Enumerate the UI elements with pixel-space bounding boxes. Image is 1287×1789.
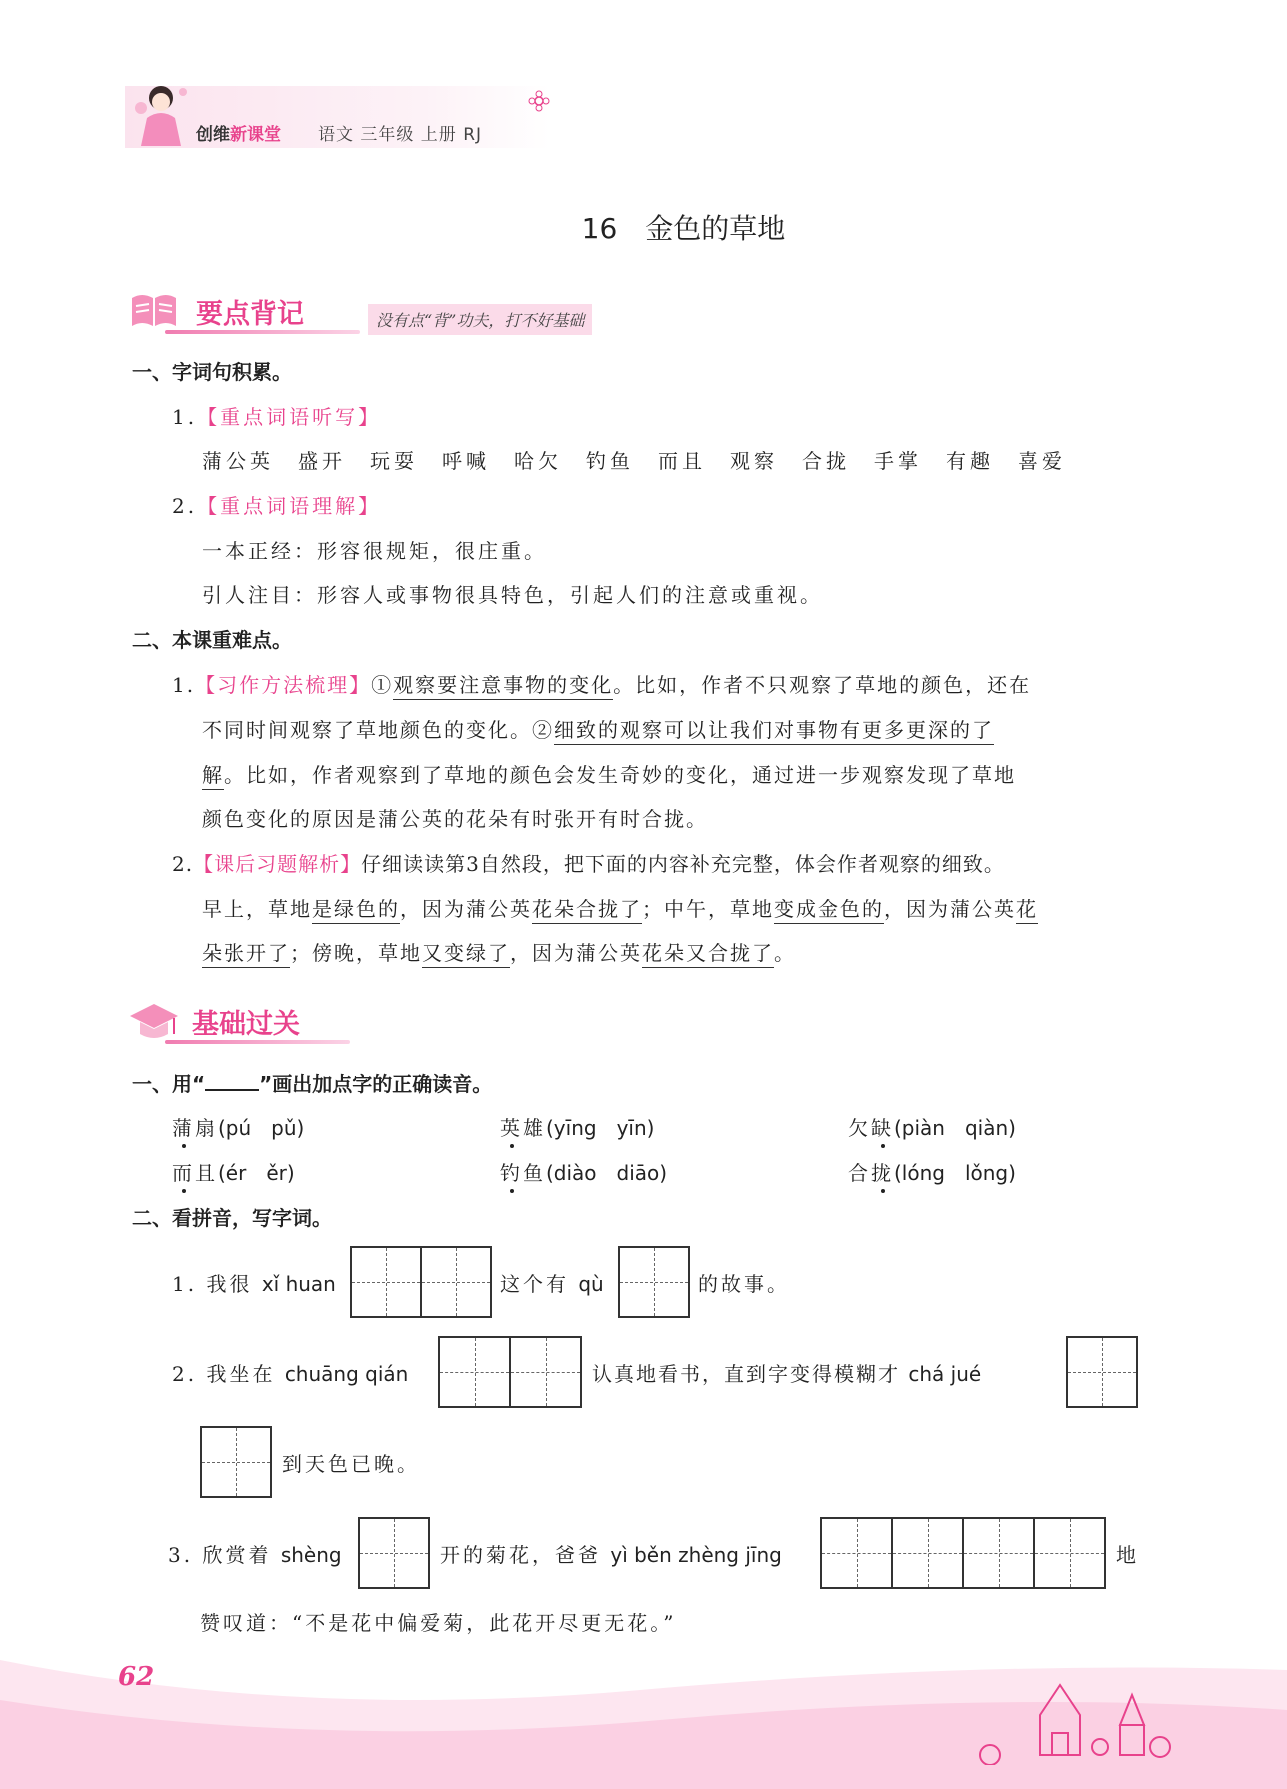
item-1-heading: 1.【重点词语听写】 — [172, 405, 382, 429]
exercise-line-2: 早上，草地是绿色的，因为蒲公英花朵合拢了；中午，草地变成金色的，因为蒲公英花 — [202, 893, 1038, 922]
sentence-1-end: 的故事。 — [698, 1272, 790, 1296]
section-slogan: 没有点“背”功夫，打不好基础 — [368, 304, 592, 335]
method-line-4: 颜色变化的原因是蒲公英的花朵有时张开有时合拢。 — [202, 807, 708, 831]
write-box-chuangqian[interactable] — [438, 1336, 582, 1408]
write-box-chajue-2[interactable] — [200, 1426, 272, 1498]
sentence-1-start: 1. 我很 xǐ huan — [172, 1272, 336, 1296]
sentence-2-end: 到天色已晚。 — [282, 1452, 420, 1476]
part1-heading: 一、字词句积累。 — [132, 360, 292, 384]
exercise-line-3: 朵张开了；傍晚，草地又变绿了，因为蒲公英花朵又合拢了。 — [202, 937, 796, 966]
sentence-3-start: 3. 欣赏着 shèng — [168, 1543, 342, 1567]
exercise-line-1: 2.【课后习题解析】仔细读读第3自然段，把下面的内容补充完整，体会作者观察的细致。 — [172, 852, 1005, 876]
definition-1: 一本正经：形容很规矩，很庄重。 — [202, 539, 547, 563]
brand-name: 创维新课堂 — [196, 125, 281, 145]
write-box-yibenzhengjing[interactable] — [820, 1517, 1106, 1589]
reading-item-2: 英雄(yīng yīn) — [500, 1116, 655, 1140]
write-box-qu[interactable] — [618, 1246, 690, 1318]
flower-icon — [528, 90, 550, 112]
method-line-1: 1.【习作方法梳理】①观察要注意事物的变化。比如，作者不只观察了草地的颜色，还在 — [172, 669, 1031, 698]
reading-item-5: 钓鱼(diào diāo) — [500, 1161, 668, 1185]
reading-item-4: 而且(ér ěr) — [172, 1161, 295, 1185]
lesson-title: 16 金色的草地 — [581, 212, 786, 245]
write-box-chajue-1[interactable] — [1066, 1336, 1138, 1408]
castle-scene-icon — [960, 1655, 1180, 1765]
sentence-3-line2: 赞叹道：“不是花中偏爱菊，此花开尽更无花。” — [200, 1611, 677, 1635]
method-line-3: 解。比如，作者观察到了草地的颜色会发生奇妙的变化，通过进一步观察发现了草地 — [202, 759, 1016, 788]
book-subtitle: 语文 三年级 上册 RJ — [318, 125, 483, 145]
section-title-basics: 基础过关 — [192, 1009, 300, 1040]
sentence-2-mid: 认真地看书，直到字变得模糊才 chá jué — [592, 1362, 982, 1386]
write-box-sheng[interactable] — [358, 1517, 430, 1589]
q1-heading: 一、用“ ”画出加点字的正确读音。 — [132, 1072, 493, 1096]
section-underline — [165, 1040, 350, 1044]
book-icon — [130, 292, 178, 330]
write-box-xihuan[interactable] — [350, 1246, 492, 1318]
sentence-1-mid: 这个有 qù — [500, 1272, 604, 1296]
dictation-words: 蒲公英 盛开 玩耍 呼喊 哈欠 钓鱼 而且 观察 合拢 手掌 有趣 喜爱 — [202, 449, 1066, 473]
q2-heading: 二、看拼音，写字词。 — [132, 1206, 332, 1230]
page-number: 62 — [118, 1662, 155, 1692]
reading-item-3: 欠缺(piàn qiàn) — [848, 1116, 1016, 1140]
item-2-heading: 2.【重点词语理解】 — [172, 494, 382, 518]
sentence-3-end: 地 — [1116, 1543, 1139, 1567]
sentence-2-start: 2. 我坐在 chuāng qián — [172, 1362, 409, 1386]
reading-item-1: 蒲扇(pú pǔ) — [172, 1116, 305, 1140]
method-line-2: 不同时间观察了草地颜色的变化。②细致的观察可以让我们对事物有更多更深的了 — [202, 714, 994, 743]
definition-2: 引人注目：形容人或事物很具特色，引起人们的注意或重视。 — [202, 583, 823, 607]
graduation-cap-icon — [128, 1000, 180, 1044]
section-title-key-points: 要点背记 — [196, 299, 304, 330]
part2-heading: 二、本课重难点。 — [132, 628, 292, 652]
sentence-3-mid: 开的菊花，爸爸 yì běn zhèng jīng — [440, 1543, 782, 1567]
girl-mascot-icon — [125, 78, 193, 150]
reading-item-6: 合拢(lóng lǒng) — [848, 1161, 1016, 1185]
section-underline — [165, 330, 360, 334]
